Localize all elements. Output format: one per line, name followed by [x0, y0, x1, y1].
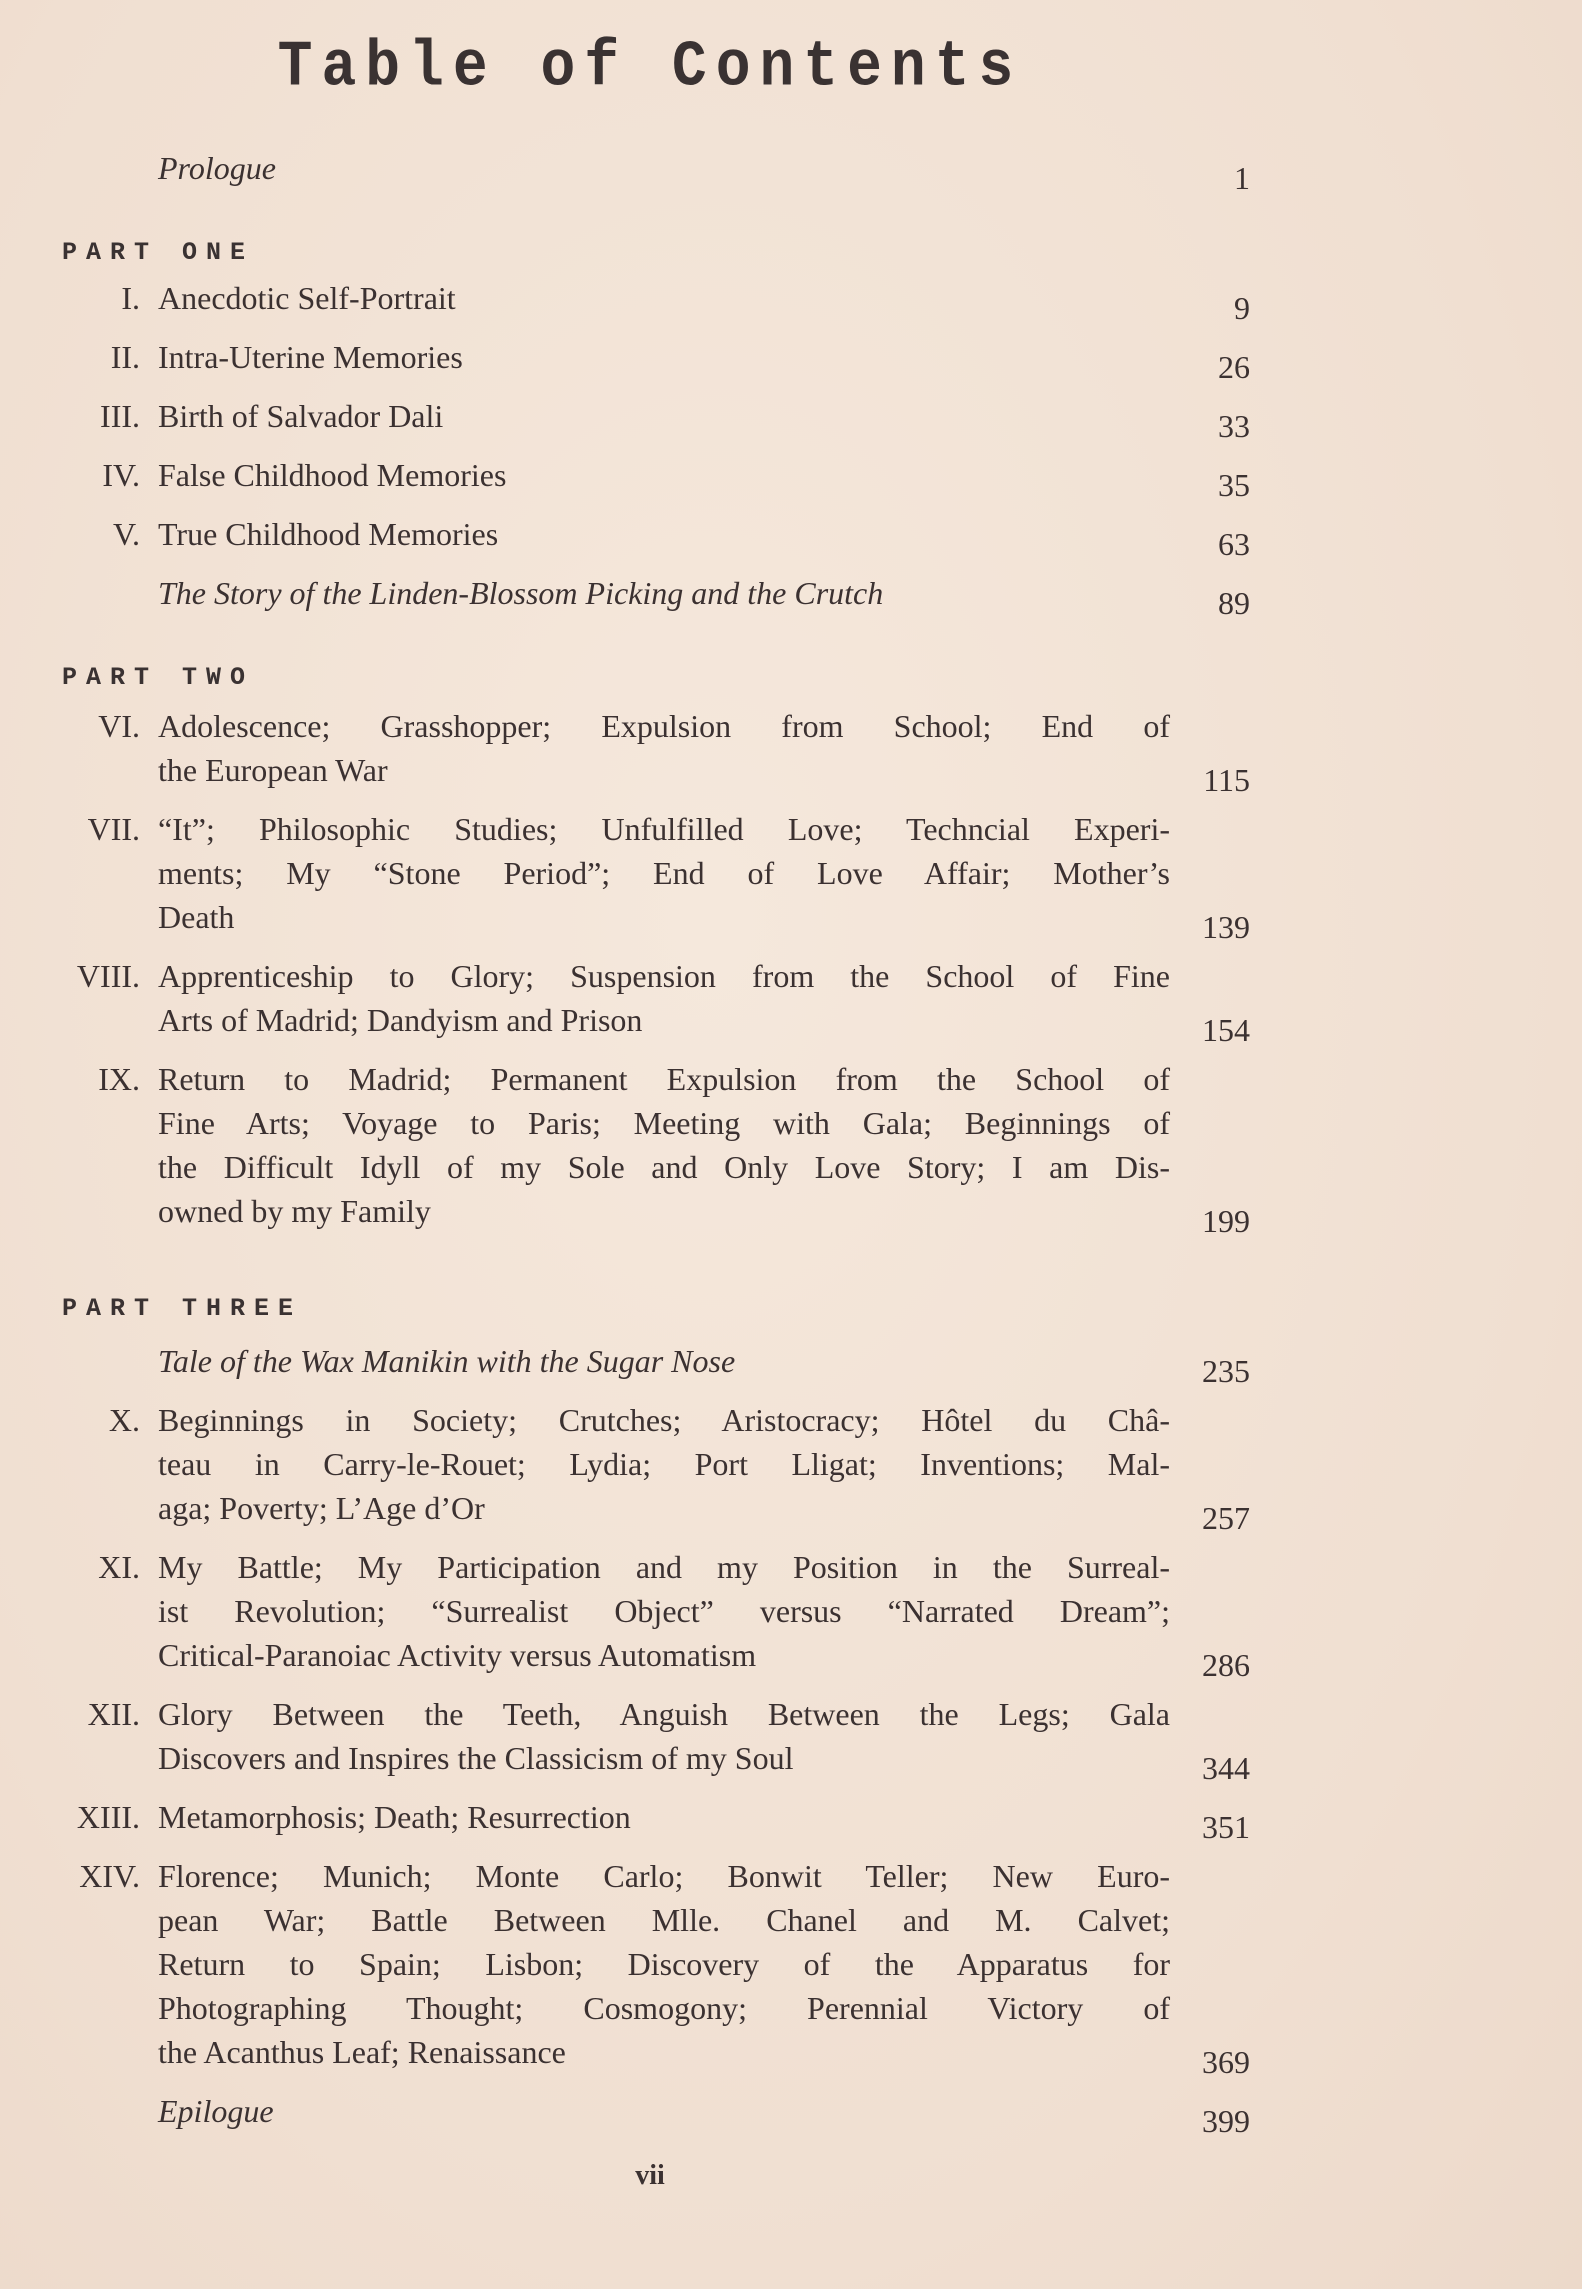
chapter-title-line: ist Revolution; “Surrealist Object” versus “Narrated Dream”; [158, 1593, 1170, 1629]
chapter-numeral: X. [108, 1402, 140, 1438]
chapter-title-line: Tale of the Wax Manikin with the Sugar Nose [158, 1343, 736, 1379]
toc-entry [0, 146, 1300, 196]
chapter-numeral: XI. [98, 1549, 140, 1585]
chapter-title [158, 335, 1170, 379]
chapter-title-line: Arts of Madrid; Dandyism and Prison [158, 1002, 643, 1038]
page-number: 199 [1202, 1203, 1250, 1239]
toc-entry [0, 1398, 1250, 1536]
chapter-numeral: V. [113, 516, 140, 552]
chapter-numeral: VIII. [76, 958, 140, 994]
toc-entry [0, 1854, 1250, 2080]
chapter-title-line: Anecdotic Self-Portrait [158, 280, 456, 316]
chapter-title-line: Adolescence; Grasshopper; Expulsion from School; End of [158, 708, 1170, 744]
chapter-numeral: IV. [102, 457, 140, 493]
chapter-numeral: XII. [87, 1696, 140, 1732]
chapter-numeral: IX. [98, 1061, 140, 1097]
toc-entry [0, 571, 1250, 621]
toc-entry [0, 335, 1250, 385]
page-number: 89 [1218, 585, 1250, 621]
entry-list [0, 704, 1250, 1248]
chapter-title-line: Florence; Munich; Monte Carlo; Bonwit Teller; New Euro- [158, 1858, 1170, 1894]
page-number: 235 [1202, 1353, 1250, 1389]
chapter-title-line: owned by my Family [158, 1193, 431, 1229]
toc-entry [0, 1339, 1250, 1389]
chapter-numeral: III. [100, 398, 140, 434]
chapter-title-line: Death [158, 899, 235, 935]
chapter-title-line: Critical-Paranoiac Activity versus Automatism [158, 1637, 757, 1673]
chapter-title-line: the Difficult Idyll of my Sole and Only Love Story; I am Dis- [158, 1149, 1170, 1185]
chapter-title-line: Return to Madrid; Permanent Expulsion from the School of [158, 1061, 1170, 1097]
toc-entry [0, 704, 1250, 798]
page-number: 1 [1234, 160, 1250, 196]
page-number: 351 [1202, 1809, 1250, 1845]
chapter-title-line: Photographing Thought; Cosmogony; Perennial Victory of [158, 1990, 1170, 2026]
chapter-title-line: The Story of the Linden-Blossom Picking and the Crutch [158, 575, 884, 611]
chapter-title [158, 704, 1170, 792]
page-number: 139 [1202, 909, 1250, 945]
chapter-title [158, 1854, 1170, 2074]
chapter-title-line: Return to Spain; Lisbon; Discovery of the Apparatus for [158, 1946, 1170, 1982]
page-folio: vii [635, 2160, 665, 2191]
toc-entry [0, 1545, 1250, 1683]
chapter-title [158, 276, 1170, 320]
chapter-title-line: My Battle; My Participation and my Position in the Surreal- [158, 1549, 1170, 1585]
chapter-title [158, 1795, 1170, 1839]
toc-entry [0, 1057, 1250, 1239]
page-number: 9 [1234, 290, 1250, 326]
chapter-title-line: teau in Carry-le-Rouet; Lydia; Port Lligat; Inventions; Mal- [158, 1446, 1170, 1482]
chapter-title-line: ments; My “Stone Period”; End of Love Affair; Mother’s [158, 855, 1170, 891]
chapter-numeral: VI. [98, 708, 140, 744]
chapter-title-line: Discovers and Inspires the Classicism of my Soul [158, 1740, 794, 1776]
page-number: 154 [1202, 1012, 1250, 1048]
chapter-title [158, 954, 1170, 1042]
toc-entry [0, 1795, 1250, 1845]
chapter-title-line: Fine Arts; Voyage to Paris; Meeting with Gala; Beginnings of [158, 1105, 1170, 1141]
chapter-title-line: Metamorphosis; Death; Resurrection [158, 1799, 631, 1835]
chapter-numeral: XIII. [76, 1799, 140, 1835]
chapter-title [158, 2089, 1170, 2133]
chapter-title [158, 394, 1170, 438]
toc-entry [0, 453, 1250, 503]
chapter-title-line: Epilogue [158, 2093, 274, 2129]
page-number: 399 [1202, 2103, 1250, 2139]
chapter-numeral: II. [110, 339, 140, 375]
chapter-title-line: Beginnings in Society; Crutches; Aristocracy; Hôtel du Châ- [158, 1402, 1170, 1438]
page-number: 26 [1218, 349, 1250, 385]
chapter-title-line: the Acanthus Leaf; Renaissance [158, 2034, 566, 2070]
part-heading: PART THREE [62, 1294, 303, 1323]
chapter-numeral: VII. [87, 811, 140, 847]
toc-entry [0, 954, 1250, 1048]
page-number: 35 [1218, 467, 1250, 503]
toc-entry [0, 512, 1250, 562]
chapter-numeral: XIV. [79, 1858, 140, 1894]
chapter-numeral: I. [121, 280, 140, 316]
page-number: 63 [1218, 526, 1250, 562]
page-title: Table of Contents [277, 32, 1023, 105]
chapter-title-line: pean War; Battle Between Mlle. Chanel and M. Calvet; [158, 1902, 1170, 1938]
entry-list [0, 276, 1250, 630]
chapter-title-line: Prologue [158, 150, 276, 186]
part-heading: PART TWO [62, 663, 255, 692]
chapter-title-line: Birth of Salvador Dali [158, 398, 444, 434]
chapter-title-line: aga; Poverty; L’Age d’Or [158, 1490, 485, 1526]
chapter-title-line: True Childhood Memories [158, 516, 499, 552]
chapter-title-line: “It”; Philosophic Studies; Unfulfilled Love; Techncial Experi- [158, 811, 1170, 847]
toc-entry [0, 394, 1250, 444]
chapter-title-line: Intra-Uterine Memories [158, 339, 463, 375]
chapter-title [158, 1057, 1170, 1233]
page-number: 344 [1202, 1750, 1250, 1786]
page-number: 257 [1202, 1500, 1250, 1536]
chapter-title [158, 1545, 1170, 1677]
chapter-title [158, 571, 1170, 615]
chapter-title [158, 1339, 1170, 1383]
toc-entry [0, 2089, 1250, 2139]
chapter-title-line: False Childhood Memories [158, 457, 507, 493]
chapter-title [158, 146, 1170, 190]
chapter-title-line: the European War [158, 752, 388, 788]
prologue-block [0, 146, 1300, 205]
chapter-title [158, 1692, 1170, 1780]
chapter-title [158, 512, 1170, 556]
chapter-title-line: Apprenticeship to Glory; Suspension from the School of Fine [158, 958, 1170, 994]
page-number: 33 [1218, 408, 1250, 444]
page-number: 369 [1202, 2044, 1250, 2080]
chapter-title [158, 453, 1170, 497]
chapter-title [158, 1398, 1170, 1530]
chapter-title-line: Glory Between the Teeth, Anguish Between the Legs; Gala [158, 1696, 1170, 1732]
page-number: 286 [1202, 1647, 1250, 1683]
toc-entry [0, 1692, 1250, 1786]
part-heading: PART ONE [62, 238, 255, 267]
chapter-title [158, 807, 1170, 939]
page-number: 115 [1203, 762, 1250, 798]
entry-list [0, 1339, 1250, 2148]
toc-entry [0, 807, 1250, 945]
toc-entry [0, 276, 1250, 326]
